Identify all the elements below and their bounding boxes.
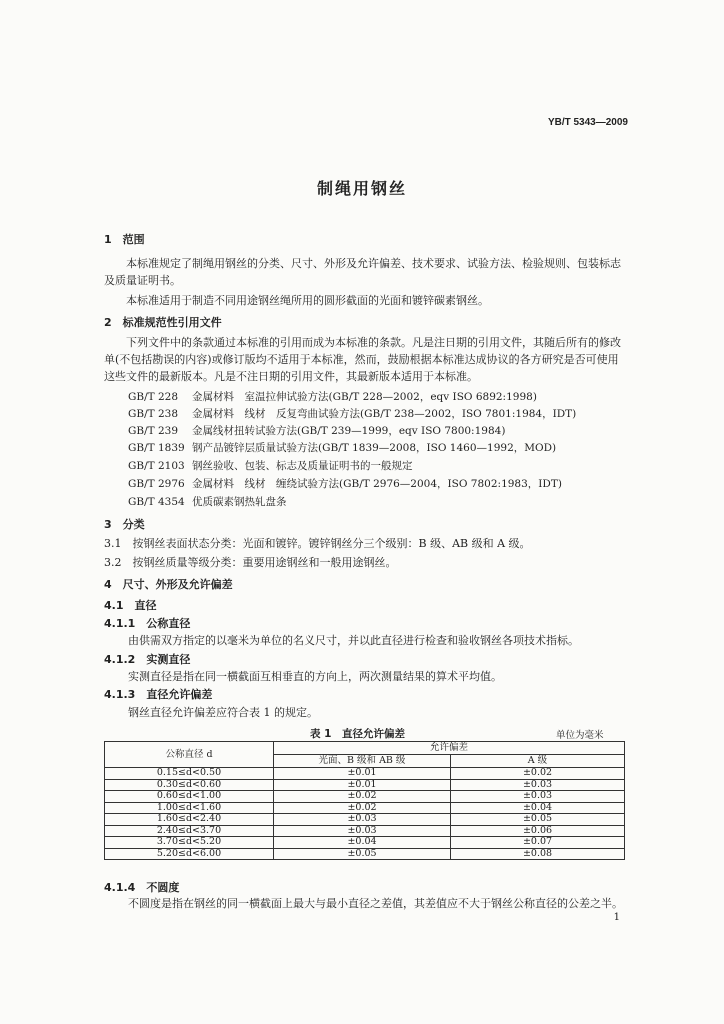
cell-b-ab: ±0.02 [274, 802, 451, 814]
cell-range: 0.30≤d<0.60 [105, 779, 274, 791]
cell-a: ±0.08 [451, 848, 625, 860]
reference-item [128, 494, 287, 511]
cell-a: ±0.06 [451, 825, 625, 837]
cell-b-ab: ±0.01 [274, 779, 451, 791]
reference-item [128, 476, 562, 493]
cell-range: 2.40≤d<3.70 [105, 825, 274, 837]
header-nominal-diameter: 公称直径 d [105, 742, 274, 768]
section-2-heading: 2 标准规范性引用文件 [104, 316, 222, 329]
cell-range: 0.15≤d<0.50 [105, 768, 274, 780]
cell-a: ±0.04 [451, 802, 625, 814]
cell-range: 5.20≤d<6.00 [105, 848, 274, 860]
clause-4-1-1-text: 由供需双方指定的以毫米为单位的名义尺寸，并以此直径进行检查和验收钢丝各项技术指标。 [128, 634, 579, 647]
table-1-unit: 单位为毫米 [556, 730, 604, 741]
cell-range: 3.70≤d<5.20 [105, 837, 274, 849]
clause-4-1-4-text: 不圆度是指在钢丝的同一横截面上最大与最小直径之差值，其差值应不大于钢丝公称直径的公差之半。 [128, 897, 623, 910]
cell-a: ±0.07 [451, 837, 625, 849]
reference-item [128, 389, 537, 406]
clause-4-1-4-heading: 4.1.4 不圆度 [104, 881, 180, 894]
clause-4-1-heading: 4.1 直径 [104, 599, 157, 612]
table-row [105, 779, 625, 791]
reference-text: 金属材料 线材 反复弯曲试验方法(GB/T 238—2002，ISO 7801:1984，IDT) [192, 408, 577, 420]
table-row [105, 768, 625, 780]
cell-a: ±0.03 [451, 791, 625, 803]
cell-b-ab: ±0.03 [274, 825, 451, 837]
cell-a: ±0.05 [451, 814, 625, 826]
clause-4-1-3-text: 钢丝直径允许偏差应符合表 1 的规定。 [128, 706, 318, 719]
reference-code: GB/T 4354 [128, 496, 185, 508]
table-header-row [105, 742, 625, 755]
reference-item [128, 440, 556, 457]
table-row [105, 825, 625, 837]
clause-3-1: 3.1 按钢丝表面状态分类：光面和镀锌。镀锌钢丝分三个级别：B 级、AB 级和 A 级。 [104, 537, 531, 550]
section-2-para-1: 下列文件中的条款通过本标准的引用而成为本标准的条款。凡是注日期的引用文件，其随后所有的修改单(不包括勘误的内容)或修订版均不适用于本标准，然而，鼓励根据本标准达成协议的各方研究是否可使用这些文件的最新版本。凡是不注日期的引用文件，其最新版本适用于本标准。 [104, 336, 621, 383]
reference-text: 优质碳素钢热轧盘条 [192, 496, 287, 508]
cell-b-ab: ±0.01 [274, 768, 451, 780]
reference-code: GB/T 228 [128, 391, 179, 403]
clause-4-1-2-heading: 4.1.2 实测直径 [104, 653, 191, 666]
reference-item [128, 458, 413, 475]
header-b-ab-grade: 光面、B 级和 AB 级 [274, 755, 451, 768]
standard-number: YB/T 5343—2009 [547, 117, 628, 128]
diameter-tolerance-table [104, 741, 625, 860]
cell-b-ab: ±0.04 [274, 837, 451, 849]
section-1-para-1: 本标准规定了制绳用钢丝的分类、尺寸、外形及允许偏差、技术要求、试验方法、检验规则、包装标志及质量证明书。 [104, 257, 621, 287]
header-a-grade: A 级 [451, 755, 625, 768]
cell-b-ab: ±0.05 [274, 848, 451, 860]
cell-b-ab: ±0.03 [274, 814, 451, 826]
table-row [105, 848, 625, 860]
reference-text: 金属材料 线材 缠绕试验方法(GB/T 2976—2004，ISO 7802:1983，IDT) [192, 478, 562, 490]
clause-4-1-2-text: 实测直径是指在同一横截面互相垂直的方向上，两次测量结果的算术平均值。 [128, 670, 502, 683]
section-1-heading: 1 范围 [104, 233, 145, 246]
cell-range: 1.00≤d<1.60 [105, 802, 274, 814]
document-title: 制绳用钢丝 [316, 179, 407, 198]
cell-a: ±0.02 [451, 768, 625, 780]
section-3-heading: 3 分类 [104, 518, 145, 531]
table-row [105, 814, 625, 826]
reference-code: GB/T 1839 [128, 442, 185, 454]
cell-range: 0.60≤d<1.00 [105, 791, 274, 803]
section-4-heading: 4 尺寸、外形及允许偏差 [104, 578, 233, 591]
table-row [105, 791, 625, 803]
reference-code: GB/T 239 [128, 425, 179, 437]
reference-item [128, 423, 505, 440]
reference-item [128, 406, 576, 423]
cell-range: 1.60≤d<2.40 [105, 814, 274, 826]
table-row [105, 802, 625, 814]
table-1-caption: 表 1 直径允许偏差 [310, 728, 405, 740]
page-number: 1 [613, 912, 620, 923]
section-1-para-2: 本标准适用于制造不同用途钢丝绳所用的圆形截面的光面和镀锌碳素钢丝。 [126, 294, 489, 307]
clause-3-2: 3.2 按钢丝质量等级分类：重要用途钢丝和一般用途钢丝。 [104, 556, 397, 569]
reference-text: 金属线材扭转试验方法(GB/T 239—1999，eqv ISO 7800:1984) [192, 425, 506, 437]
reference-code: GB/T 2976 [128, 478, 185, 490]
cell-a: ±0.03 [451, 779, 625, 791]
header-tolerance-group: 允许偏差 [274, 742, 625, 755]
reference-code: GB/T 2103 [128, 460, 185, 472]
reference-text: 金属材料 室温拉伸试验方法(GB/T 228—2002，eqv ISO 6892:1998) [192, 391, 537, 403]
reference-text: 钢丝验收、包装、标志及质量证明书的一般规定 [192, 460, 413, 472]
table-row [105, 837, 625, 849]
clause-4-1-3-heading: 4.1.3 直径允许偏差 [104, 688, 213, 701]
reference-text: 钢产品镀锌层质量试验方法(GB/T 1839—2008，ISO 1460—1992，MOD) [192, 442, 557, 454]
cell-b-ab: ±0.02 [274, 791, 451, 803]
clause-4-1-1-heading: 4.1.1 公称直径 [104, 617, 191, 630]
reference-code: GB/T 238 [128, 408, 179, 420]
